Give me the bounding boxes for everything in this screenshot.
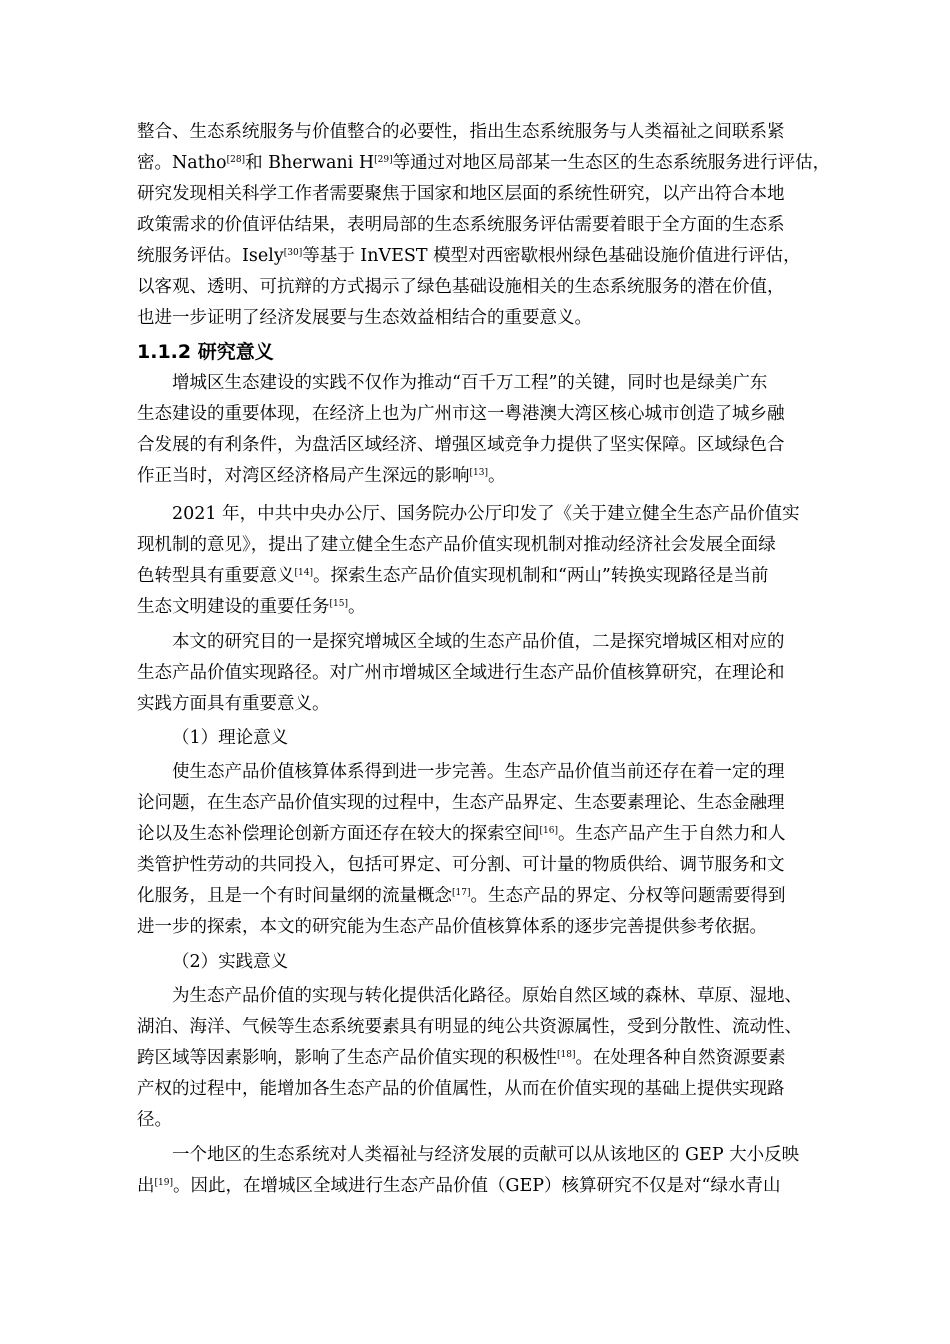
p3-line-3: 色转型具有重要意义[14]。探索生态产品价值实现机制和“两山”转换实现路径是当前 (137, 566, 769, 586)
p1-line-3: 研究发现相关科学工作者需要聚焦于国家和地区层面的系统性研究，以产出符合本地 (137, 184, 785, 204)
citation: [19] (154, 1178, 173, 1188)
citation: [13] (469, 468, 488, 478)
citation: [15] (329, 599, 348, 609)
subheading-theory: （1）理论意义 (172, 728, 289, 748)
p5-line-5: 化服务，且是一个有时间量纲的流量概念[17]。生态产品的界定、分权等问题需要得到 (137, 886, 786, 906)
p1-line-6: 以客观、透明、可抗辩的方式揭示了绿色基础设施相关的生态系统服务的潜在价值， (137, 277, 785, 297)
p5-line-4: 类管护性劳动的共同投入，包括可界定、可分割、可计量的物质供给、调节服务和文 (137, 855, 785, 875)
p1-line-5: 统服务评估。Isely[30]等基于 InVEST 模型对西密歇根州绿色基础设施价值进行评估， (137, 246, 801, 266)
p5-line-6: 进一步的探索，本文的研究能为生态产品价值核算体系的逐步完善提供参考依据。 (137, 917, 767, 937)
p4-line-2: 生态产品价值实现路径。对广州市增城区全域进行生态产品价值核算研究，在理论和 (137, 663, 785, 683)
p6-line-5: 径。 (137, 1110, 172, 1130)
citation: [30] (283, 248, 303, 258)
p5-line-2: 论问题，在生态产品价值实现的过程中，生态产品界定、生态要素理论、生态金融理 (137, 793, 785, 813)
p4-line-3: 实践方面具有重要意义。 (137, 694, 330, 714)
p7-line-2: 出[19]。因此，在增城区全域进行生态产品价值（GEP）核算研究不仅是对“绿水青山 (137, 1176, 781, 1196)
p1-line-7: 也进一步证明了经济发展要与生态效益相结合的重要意义。 (137, 308, 592, 328)
p2-line-3: 合发展的有利条件，为盘活区域经济、增强区域竞争力提供了坚实保障。区域绿色合 (137, 435, 785, 455)
p3-line-4: 生态文明建设的重要任务[15]。 (137, 597, 366, 617)
p1-line-4: 政策需求的价值评估结果，表明局部的生态系统服务评估需要着眼于全方面的生态系 (137, 215, 785, 235)
p6-line-3: 跨区域等因素影响，影响了生态产品价值实现的积极性[18]。在处理各种自然资源要素 (137, 1048, 786, 1068)
p6-line-2: 湖泊、海洋、气候等生态系统要素具有明显的纯公共资源属性，受到分散性、流动性、 (137, 1017, 802, 1037)
p6-line-4: 产权的过程中，能增加各生态产品的价值属性，从而在价值实现的基础上提供实现路 (137, 1079, 785, 1099)
p3-line-2: 现机制的意见》，提出了建立健全生态产品价值实现机制对推动经济社会发展全面绿 (137, 535, 776, 555)
p2-line-1: 增城区生态建设的实践不仅作为推动“百千万工程”的关键，同时也是绿美广东 (172, 373, 768, 393)
section-heading: 1.1.2 研究意义 (137, 341, 274, 363)
citation: [28] (226, 155, 246, 165)
citation: [29] (374, 155, 393, 165)
p5-line-1: 使生态产品价值核算体系得到进一步完善。生态产品价值当前还存在着一定的理 (172, 762, 785, 782)
citation: [18] (557, 1050, 576, 1060)
subheading-practice: （2）实践意义 (172, 952, 289, 972)
citation: [17] (452, 888, 471, 898)
p5-line-3: 论以及生态补偿理论创新方面还存在较大的探索空间[16]。生态产品产生于自然力和人 (137, 824, 786, 844)
citation: [14] (294, 568, 313, 578)
p7-line-1: 一个地区的生态系统对人类福祉与经济发展的贡献可以从该地区的 GEP 大小反映 (172, 1145, 800, 1165)
p3-line-1: 2021 年，中共中央办公厅、国务院办公厅印发了《关于建立健全生态产品价值实 (172, 504, 800, 524)
citation: [16] (539, 826, 558, 836)
p2-line-2: 生态建设的重要体现，在经济上也为广州市这一粤港澳大湾区核心城市创造了城乡融 (137, 404, 785, 424)
p6-line-1: 为生态产品价值的实现与转化提供活化路径。原始自然区域的森林、草原、湿地、 (172, 986, 802, 1006)
p4-line-1: 本文的研究目的一是探究增城区全域的生态产品价值，二是探究增城区相对应的 (172, 632, 785, 652)
p1-line-1: 整合、生态系统服务与价值整合的必要性，指出生态系统服务与人类福祉之间联系紧 (137, 122, 785, 142)
p2-line-4: 作正当时，对湾区经济格局产生深远的影响[13]。 (137, 466, 506, 486)
p1-line-2: 密。Natho[28]和 Bherwani H[29]等通过对地区局部某一生态区的生态系统服务进行评估， (137, 153, 831, 173)
